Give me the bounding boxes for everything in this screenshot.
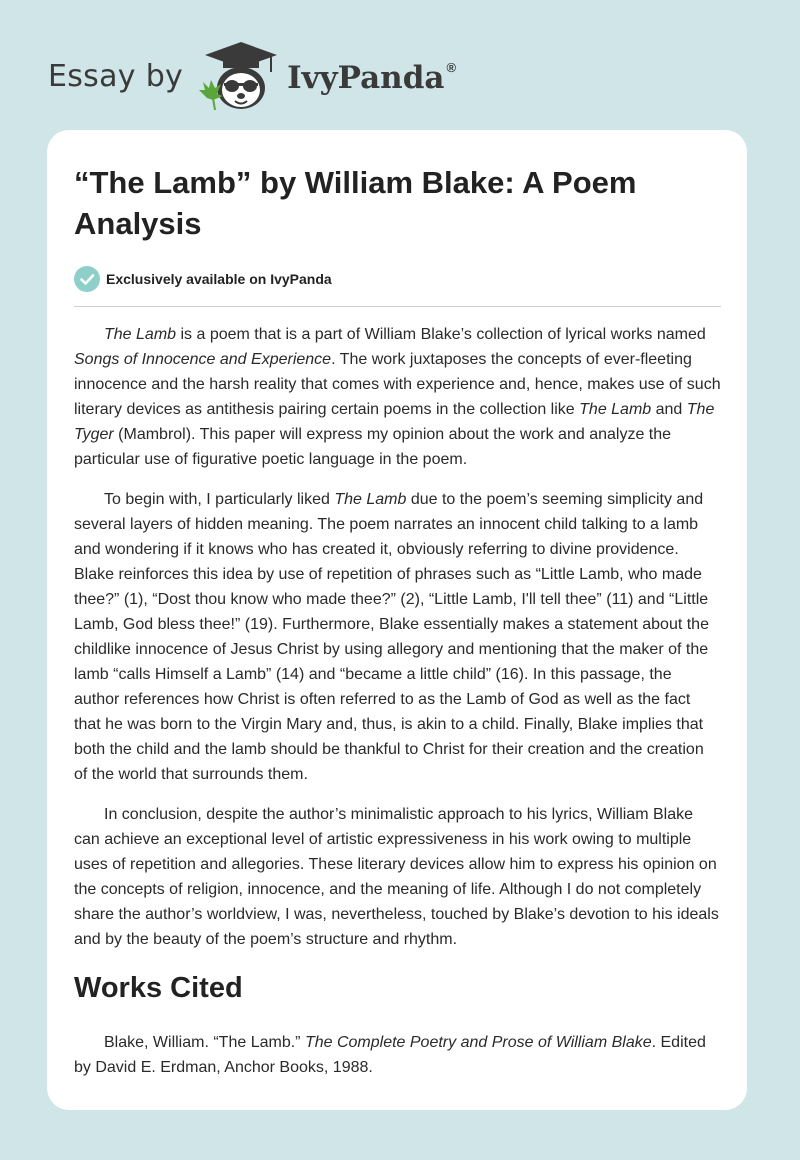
works-cited-heading: Works Cited <box>74 972 243 1004</box>
paragraph-conclusion: In conclusion, despite the author’s minimalistic approach to his lyrics, William Blake can achieve an exceptional level of artistic expressiveness in his work owing to multiple uses of repetition and allegories. These literary devices allow him to express his opinion on the concepts of religion, innocence, and the meaning of life. Although I do not completely share the author’s worldview, I was, nevertheless, touched by Blake’s devotion to his ideals and by the beauty of the poem’s structure and rhythm. <box>74 806 719 948</box>
page-title: “The Lamb” by William Blake: A Poem Analysis <box>74 165 637 241</box>
site-header <box>48 36 456 116</box>
registered-mark: ® <box>446 60 457 75</box>
exclusive-badge <box>74 266 721 307</box>
ivypanda-logo-icon[interactable] <box>197 38 285 114</box>
brand-name: IvyPanda ® <box>287 60 457 96</box>
essay-card <box>47 130 747 1110</box>
paragraph-body: To begin with, I particularly liked The Lamb due to the poem’s seeming simplicity and several layers of hidden meaning. The poem narrates an innocent child talking to a lamb and wondering if it knows who has created it, obviously referring to divine providence. Blake reinforces this idea by use of repetition of phrases such as “Little Lamb, who made thee?” (1), “Dost thou know who made thee?” (2), “Little Lamb, I'll tell thee” (11) and “Little Lamb, God bless thee!” (19). Furthermore, Blake essentially makes a statement about the childlike innocence of Jesus Christ by using allegory and mentioning that the maker of the lamb “calls Himself a Lamb” (14) and “became a little child” (16). In this passage, the author references how Christ is often referred to as the Lamb of God as well as the fact that he was born to the Virgin Mary and, thus, is akin to a child. Finally, Blake implies that both the child and the lamb should be thankful to Christ for their creation and the creation of the world that surrounds them. <box>74 491 709 783</box>
essay-by-label: Essay by <box>48 58 184 94</box>
essay-body <box>74 322 721 952</box>
paragraph-intro: The Lamb is a poem that is a part of William Blake’s collection of lyrical works named Songs of Innocence and Experience. The work juxtaposes the concepts of ever-fleeting innocence and the harsh reality that comes with experience and, hence, makes use of such literary devices as antithesis pairing certain poems in the collection like The Lamb and The Tyger (Mambrol). This paper will express my opinion about the work and analyze the particular use of figurative poetic language in the poem. <box>74 326 721 468</box>
citation-entry: Blake, William. “The Lamb.” The Complete Poetry and Prose of William Blake. Edited by David E. Erdman, Anchor Books, 1988. <box>74 1034 706 1076</box>
exclusive-badge-label: Exclusively available on IvyPanda <box>106 271 332 287</box>
check-circle-icon <box>74 266 100 292</box>
